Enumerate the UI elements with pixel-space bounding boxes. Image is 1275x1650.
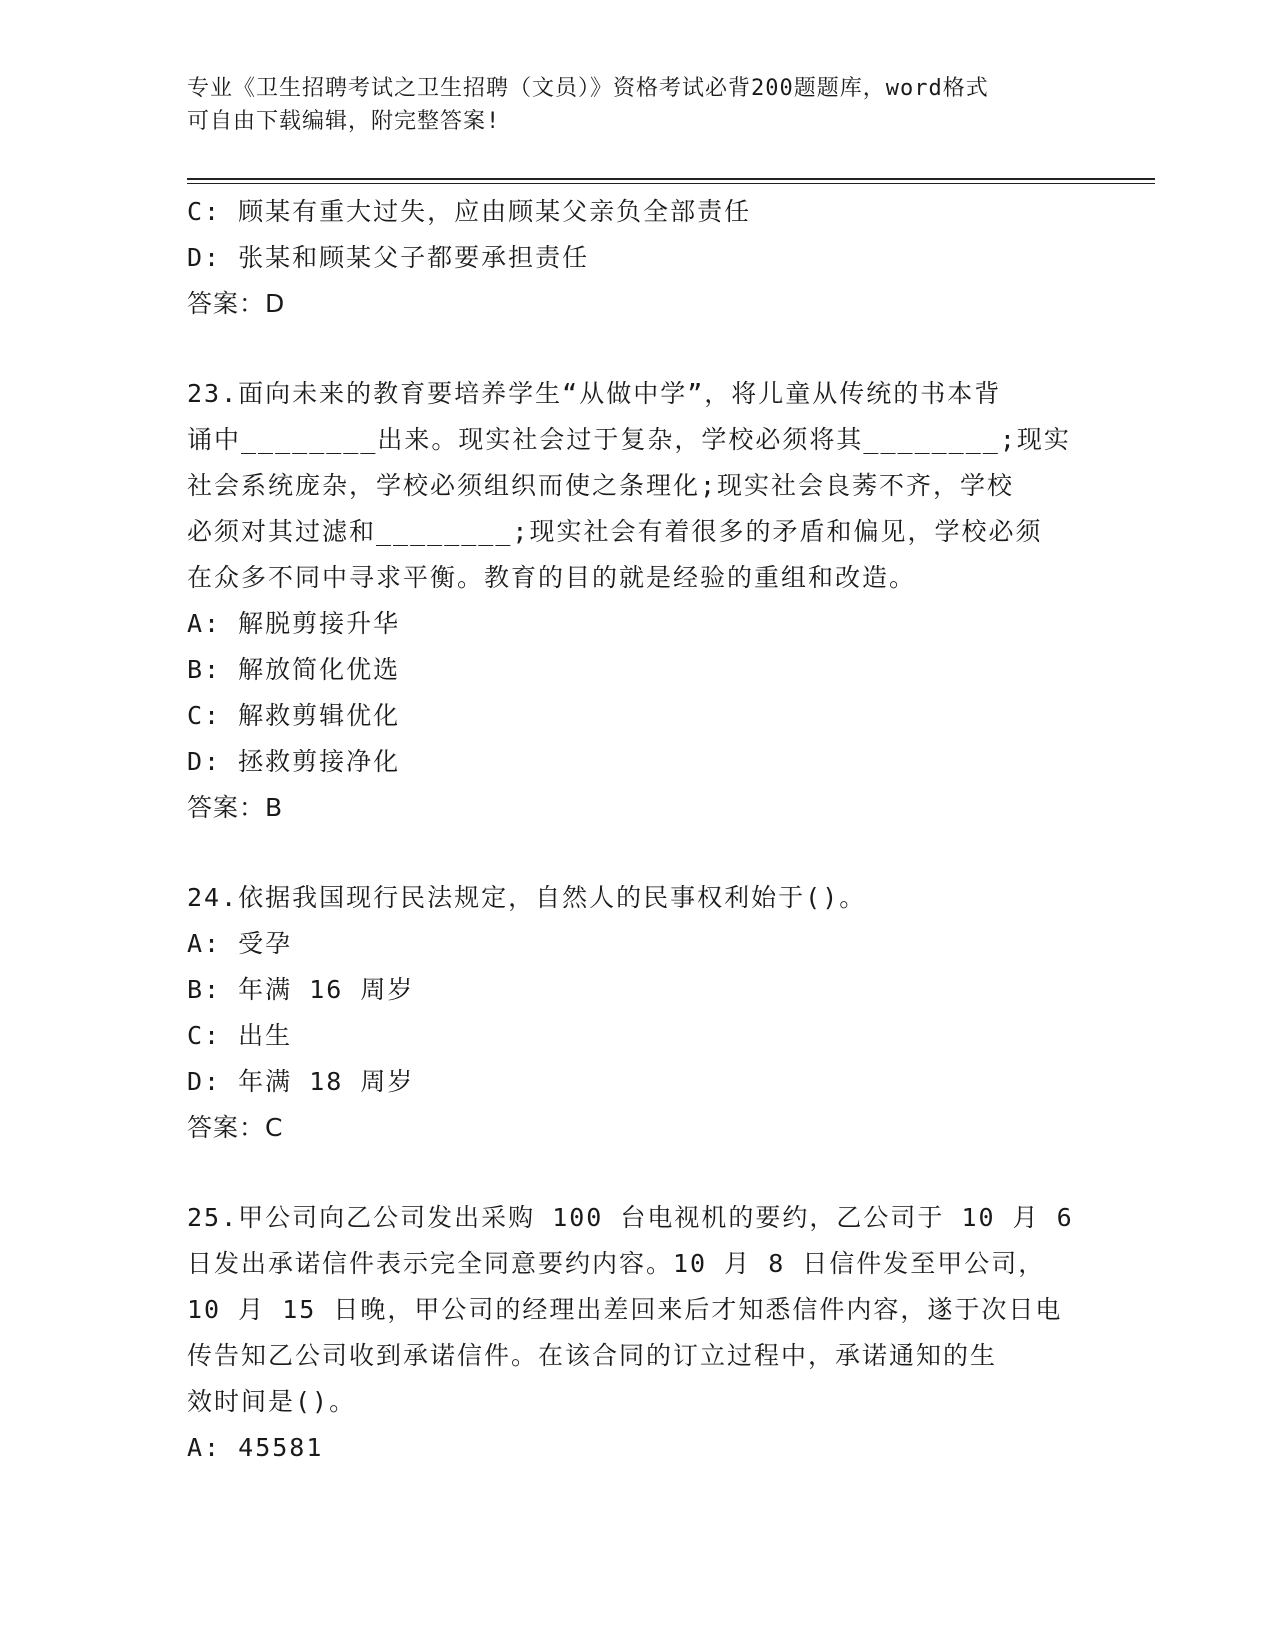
header-divider-thick xyxy=(187,178,1155,180)
question-text-line: 必须对其过滤和________;现实社会有着很多的矛盾和偏见，学校必须 xyxy=(187,517,1043,546)
question-23 xyxy=(187,371,1087,831)
question-text-line: 诵中________出来。现实社会过于复杂，学校必须将其________;现实 xyxy=(187,425,1071,454)
document-header xyxy=(187,72,1067,138)
question-text-line: 日发出承诺信件表示完全同意要约内容。10 月 8 日信件发至甲公司， xyxy=(187,1249,1046,1278)
question-text: 24.依据我国现行民法规定，自然人的民事权利始于()。 xyxy=(187,883,867,912)
option-c: C: 顾某有重大过失，应由顾某父亲负全部责任 xyxy=(187,197,752,226)
question-24 xyxy=(187,875,1087,1151)
question-text-line: 社会系统庞杂，学校必须组织而使之条理化;现实社会良莠不齐，学校 xyxy=(187,471,1015,500)
option-d: D: 张某和顾某父子都要承担责任 xyxy=(187,243,590,272)
header-title-line1: 专业《卫生招聘考试之卫生招聘（文员）》资格考试必背200题题库，word格式 xyxy=(187,76,989,101)
answer-line: 答案：D xyxy=(187,289,286,318)
question-text-line: 10 月 15 日晚，甲公司的经理出差回来后才知悉信件内容，遂于次日电 xyxy=(187,1295,1063,1324)
question-text-line: 传告知乙公司收到承诺信件。在该合同的订立过程中，承诺通知的生 xyxy=(187,1341,998,1370)
question-content xyxy=(187,189,1087,1471)
option-b: B: 解放简化优选 xyxy=(187,655,401,684)
answer-line: 答案：C xyxy=(187,1113,284,1142)
option-a: A: 45581 xyxy=(187,1433,324,1462)
question-text xyxy=(187,371,1087,601)
option-d: D: 拯救剪接净化 xyxy=(187,747,401,776)
question-text-line: 25.甲公司向乙公司发出采购 100 台电视机的要约，乙公司于 10 月 6 xyxy=(187,1203,1074,1232)
question-text-line: 23.面向未来的教育要培养学生“从做中学”，将儿童从传统的书本背 xyxy=(187,379,1002,408)
option-d: D: 年满 18 周岁 xyxy=(187,1067,415,1096)
question-text xyxy=(187,1195,1087,1425)
option-a: A: 解脱剪接升华 xyxy=(187,609,401,638)
question-text-line: 效时间是()。 xyxy=(187,1387,357,1416)
question-25 xyxy=(187,1195,1087,1471)
option-b: B: 年满 16 周岁 xyxy=(187,975,415,1004)
header-title-line2: 可自由下载编辑，附完整答案! xyxy=(187,109,501,134)
prev-question-block xyxy=(187,189,1087,327)
option-c: C: 出生 xyxy=(187,1021,293,1050)
option-a: A: 受孕 xyxy=(187,929,293,958)
header-divider-thin xyxy=(187,183,1155,184)
question-text-line: 在众多不同中寻求平衡。教育的目的就是经验的重组和改造。 xyxy=(187,563,917,592)
answer-line: 答案：B xyxy=(187,793,284,822)
option-c: C: 解救剪辑优化 xyxy=(187,701,401,730)
